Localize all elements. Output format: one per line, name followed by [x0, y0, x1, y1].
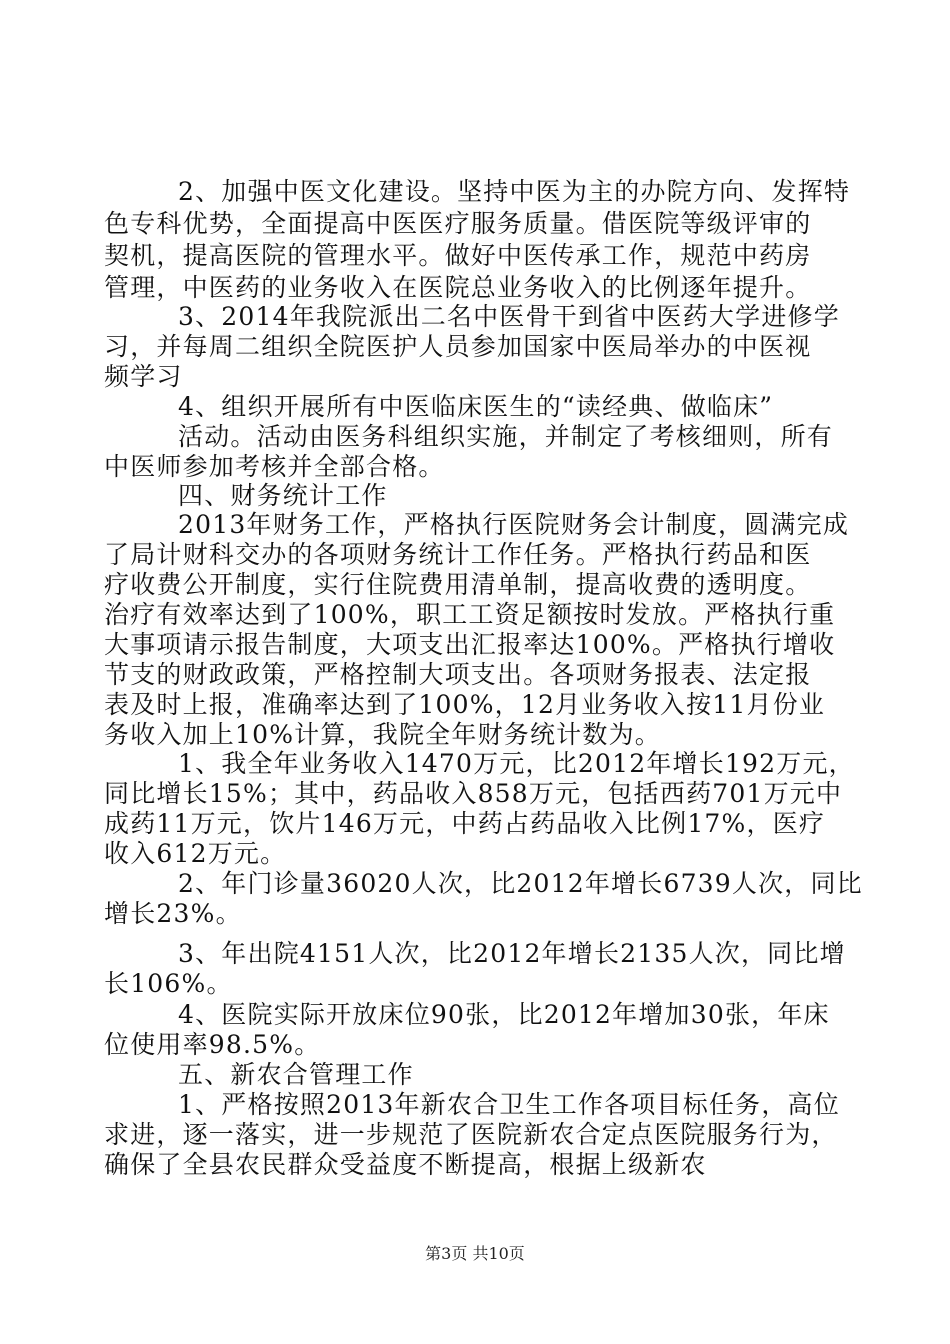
text-line: 4、医院实际开放床位90张，比2012年增加30张，年床 — [178, 1000, 830, 1029]
text-line: 3、年出院4151人次，比2012年增长2135人次，同比增 — [178, 939, 846, 968]
text-line: 1、严格按照2013年新农合卫生工作各项目标任务，高位 — [178, 1090, 840, 1119]
text-line: 中医师参加考核并全部合格。 — [104, 452, 445, 481]
text-line: 同比增长15%；其中，药品收入858万元，包括西药701万元中 — [104, 779, 843, 808]
text-line: 2、年门诊量36020人次，比2012年增长6739人次，同比 — [178, 869, 863, 898]
text-line: 了局计财科交办的各项财务统计工作任务。严格执行药品和医 — [104, 540, 812, 569]
text-line: 长106%。 — [104, 969, 233, 998]
text-line: 习，并每周二组织全院医护人员参加国家中医局举办的中医视 — [104, 332, 812, 361]
text-line: 疗收费公开制度，实行住院费用清单制，提高收费的透明度。 — [104, 570, 812, 599]
text-line: 管理，中医药的业务收入在医院总业务收入的比例逐年提升。 — [104, 273, 812, 302]
text-line: 契机，提高医院的管理水平。做好中医传承工作，规范中药房 — [104, 241, 812, 270]
text-line: 2013年财务工作，严格执行医院财务会计制度，圆满完成 — [178, 510, 850, 539]
text-line: 位使用率98.5%。 — [104, 1030, 321, 1059]
text-line: 治疗有效率达到了100%，职工工资足额按时发放。严格执行重 — [104, 600, 836, 629]
text-line: 活动。活动由医务科组织实施，并制定了考核细则，所有 — [178, 422, 834, 451]
text-line: 五、新农合管理工作 — [178, 1060, 414, 1089]
page-footer: 第3页 共10页 — [425, 1244, 525, 1263]
text-line: 色专科优势，全面提高中医医疗服务质量。借医院等级评审的 — [104, 209, 812, 238]
text-line: 4、组织开展所有中医临床医生的“读经典、做临床” — [178, 392, 774, 421]
text-line: 求进，逐一落实，进一步规范了医院新农合定点医院服务行为， — [104, 1120, 838, 1149]
text-line: 节支的财政政策，严格控制大项支出。各项财务报表、法定报 — [104, 660, 812, 689]
text-line: 确保了全县农民群众受益度不断提高，根据上级新农 — [104, 1150, 707, 1179]
text-line: 务收入加上10%计算，我院全年财务统计数为。 — [104, 720, 661, 749]
text-line: 四、财务统计工作 — [178, 481, 388, 510]
text-line: 表及时上报，准确率达到了100%，12月业务收入按11月份业 — [104, 690, 826, 719]
text-line: 大事项请示报告制度，大项支出汇报率达100%。严格执行增收 — [104, 630, 836, 659]
text-line: 增长23%。 — [104, 899, 242, 928]
text-line: 1、我全年业务收入1470万元，比2012年增长192万元， — [178, 749, 855, 778]
text-line: 频学习 — [104, 362, 183, 391]
text-line: 3、2014年我院派出二名中医骨干到省中医药大学进修学 — [178, 302, 840, 331]
text-line: 收入612万元。 — [104, 839, 287, 868]
text-line: 成药11万元，饮片146万元，中药占药品收入比例17%，医疗 — [104, 809, 826, 838]
text-line: 2、加强中医文化建设。坚持中医为主的办院方向、发挥特 — [178, 177, 851, 206]
